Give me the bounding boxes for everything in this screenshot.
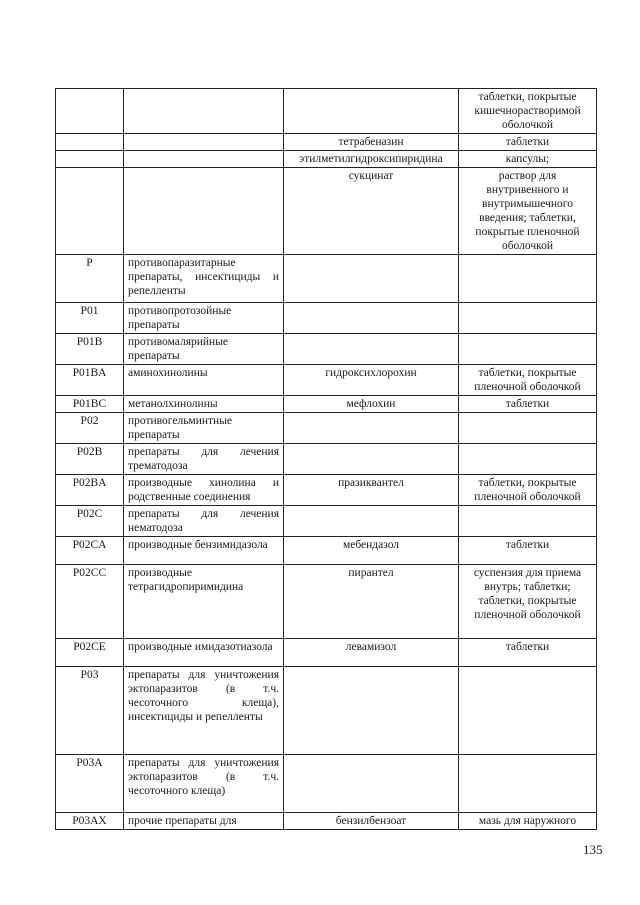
- form-cell: [459, 506, 597, 537]
- group-cell: [124, 134, 284, 151]
- table-row: [56, 755, 597, 813]
- group-cell: противомалярийные препараты: [124, 334, 284, 365]
- code-cell: P02C: [56, 506, 124, 537]
- code-cell: P02CC: [56, 565, 124, 639]
- form-cell: таблетки: [459, 396, 597, 413]
- form-cell: таблетки: [459, 537, 597, 565]
- code-cell: P03A: [56, 755, 124, 813]
- code-cell: P01BA: [56, 365, 124, 396]
- inn-cell: [284, 303, 459, 334]
- table-row: [56, 303, 597, 334]
- inn-cell: мефлохин: [284, 396, 459, 413]
- inn-cell: мебендазол: [284, 537, 459, 565]
- code-cell: P02BA: [56, 475, 124, 506]
- inn-cell: [284, 413, 459, 444]
- table-row: [56, 396, 597, 413]
- inn-cell: пирантел: [284, 565, 459, 639]
- form-cell: раствор для внутривенного и внутримышечного введения; таблетки, покрытые пленочной оболочкой: [459, 168, 597, 255]
- form-cell: таблетки: [459, 639, 597, 667]
- inn-cell: тетрабеназин: [284, 134, 459, 151]
- drug-table: [55, 88, 597, 830]
- group-cell: производные бензимидазола: [124, 537, 284, 565]
- code-cell: [56, 168, 124, 255]
- inn-cell: [284, 667, 459, 755]
- code-cell: P03: [56, 667, 124, 755]
- group-cell: [124, 168, 284, 255]
- form-cell: капсулы;: [459, 151, 597, 168]
- group-cell: препараты для уничтожения эктопаразитов (в т.ч. чесоточного клеща): [124, 755, 284, 813]
- code-cell: P03AX: [56, 813, 124, 830]
- page-number: 135: [583, 842, 603, 857]
- table-row: [56, 168, 597, 255]
- code-cell: P02B: [56, 444, 124, 475]
- group-cell: производные хинолина и родственные соединения: [124, 475, 284, 506]
- group-cell: [124, 151, 284, 168]
- code-cell: P01: [56, 303, 124, 334]
- table-row: [56, 667, 597, 755]
- group-cell: противогельминтные препараты: [124, 413, 284, 444]
- code-cell: P02CA: [56, 537, 124, 565]
- inn-cell: празиквантел: [284, 475, 459, 506]
- form-cell: [459, 255, 597, 303]
- group-cell: препараты для лечения трематодоза: [124, 444, 284, 475]
- table-row: [56, 89, 597, 134]
- table-row: [56, 506, 597, 537]
- table-row: [56, 813, 597, 830]
- table-row: [56, 475, 597, 506]
- code-cell: [56, 89, 124, 134]
- inn-cell: [284, 255, 459, 303]
- code-cell: P01B: [56, 334, 124, 365]
- group-cell: производные тетрагидропиримидина: [124, 565, 284, 639]
- form-cell: [459, 303, 597, 334]
- group-cell: [124, 89, 284, 134]
- inn-cell: этилметилгидроксипиридина: [284, 151, 459, 168]
- code-cell: P01BC: [56, 396, 124, 413]
- inn-cell: сукцинат: [284, 168, 459, 255]
- code-cell: P: [56, 255, 124, 303]
- inn-cell: [284, 334, 459, 365]
- form-cell: таблетки, покрытые пленочной оболочкой: [459, 365, 597, 396]
- table-row: [56, 537, 597, 565]
- group-cell: противопротозойные препараты: [124, 303, 284, 334]
- form-cell: таблетки, покрытые кишечнорастворимой оболочкой: [459, 89, 597, 134]
- inn-cell: бензилбензоат: [284, 813, 459, 830]
- inn-cell: [284, 444, 459, 475]
- group-cell: препараты для лечения нематодоза: [124, 506, 284, 537]
- table-row: [56, 365, 597, 396]
- code-cell: [56, 151, 124, 168]
- form-cell: мазь для наружного: [459, 813, 597, 830]
- group-cell: аминохинолины: [124, 365, 284, 396]
- form-cell: [459, 444, 597, 475]
- drug-table-body: [56, 89, 597, 830]
- form-cell: [459, 413, 597, 444]
- form-cell: [459, 755, 597, 813]
- group-cell: препараты для уничтожения эктопаразитов (в т.ч. чесоточного клеща), инсектициды и репелленты: [124, 667, 284, 755]
- code-cell: P02CE: [56, 639, 124, 667]
- table-row: [56, 334, 597, 365]
- form-cell: таблетки: [459, 134, 597, 151]
- form-cell: [459, 667, 597, 755]
- inn-cell: [284, 89, 459, 134]
- table-row: [56, 151, 597, 168]
- group-cell: прочие препараты для: [124, 813, 284, 830]
- form-cell: [459, 334, 597, 365]
- group-cell: производные имидазотиазола: [124, 639, 284, 667]
- inn-cell: [284, 755, 459, 813]
- form-cell: суспензия для приема внутрь; таблетки; таблетки, покрытые пленочной оболочкой: [459, 565, 597, 639]
- inn-cell: гидроксихлорохин: [284, 365, 459, 396]
- table-row: [56, 134, 597, 151]
- code-cell: P02: [56, 413, 124, 444]
- code-cell: [56, 134, 124, 151]
- table-row: [56, 255, 597, 303]
- table-row: [56, 444, 597, 475]
- inn-cell: левамизол: [284, 639, 459, 667]
- form-cell: таблетки, покрытые пленочной оболочкой: [459, 475, 597, 506]
- table-row: [56, 639, 597, 667]
- group-cell: противопаразитарные препараты, инсектициды и репелленты: [124, 255, 284, 303]
- inn-cell: [284, 506, 459, 537]
- table-row: [56, 413, 597, 444]
- group-cell: метанолхинолины: [124, 396, 284, 413]
- table-row: [56, 565, 597, 639]
